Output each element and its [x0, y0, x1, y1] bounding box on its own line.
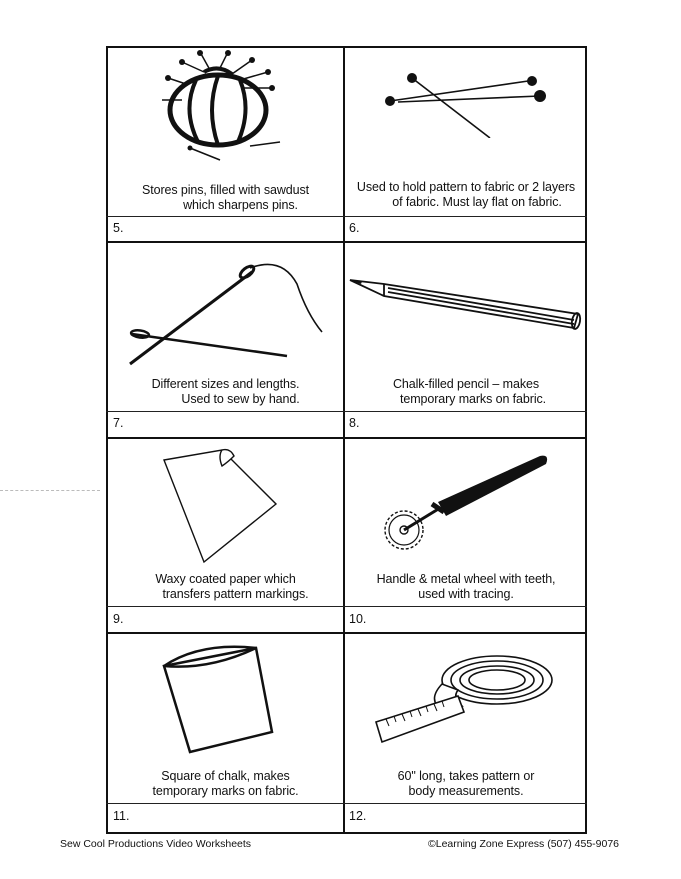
caption-line-2: which sharpens pins. — [183, 198, 298, 212]
tracing-wheel-icon — [378, 450, 553, 560]
item-number: 10. — [349, 612, 367, 626]
tape-measure-icon — [372, 650, 557, 750]
row-divider — [106, 241, 587, 243]
answer-line — [106, 803, 587, 804]
answer-line — [106, 411, 587, 412]
row-divider — [106, 632, 587, 634]
item-number: 11. — [113, 809, 130, 823]
row-divider — [106, 437, 587, 439]
caption-line-1: Different sizes and lengths. — [151, 377, 300, 391]
caption — [346, 769, 586, 799]
caption-line-2: temporary marks on fabric. — [152, 784, 299, 798]
caption-line-2: temporary marks on fabric. — [399, 392, 547, 406]
answer-line — [106, 606, 587, 607]
caption-line-1: Used to hold pattern to fabric or 2 layers — [356, 180, 576, 194]
caption-line-1: Square of chalk, makes — [161, 769, 290, 783]
item-number: 8. — [349, 416, 360, 430]
item-number: 7. — [113, 416, 124, 430]
item-number: 5. — [113, 221, 124, 235]
answer-line — [106, 216, 587, 217]
item-number: 9. — [113, 612, 124, 626]
hand-needles-icon — [122, 254, 337, 369]
caption-line-1: Handle & metal wheel with teeth, — [376, 572, 556, 586]
item-number: 6. — [349, 221, 360, 235]
caption — [346, 377, 586, 407]
fold-mark — [0, 490, 100, 492]
chalk-pencil-icon — [348, 272, 583, 332]
caption-line-2: used with tracing. — [418, 587, 514, 601]
footer-copyright: ©Learning Zone Express (507) 455-9076 — [428, 838, 620, 850]
straight-pins-icon — [380, 68, 555, 138]
caption-line-1: Chalk-filled pencil – makes — [393, 377, 539, 391]
caption-line-2: Used to sew by hand. — [181, 392, 300, 406]
caption — [108, 572, 343, 602]
pincushion-icon — [160, 50, 290, 165]
tracing-paper-icon — [160, 446, 285, 566]
caption-line-2: of fabric. Must lay flat on fabric. — [392, 195, 562, 209]
caption — [108, 769, 343, 799]
caption-line-1: Stores pins, filled with sawdust — [141, 183, 309, 197]
caption — [346, 180, 586, 210]
caption-line-1: Waxy coated paper which — [155, 572, 296, 586]
caption — [346, 572, 586, 602]
caption-line-1: 60" long, takes pattern or — [397, 769, 535, 783]
caption-line-2: body measurements. — [408, 784, 524, 798]
column-divider — [343, 46, 345, 834]
tailors-chalk-icon — [160, 640, 280, 755]
caption-line-2: transfers pattern markings. — [162, 587, 309, 601]
footer-left-text: Sew Cool Productions Video Worksheets — [60, 838, 252, 850]
caption — [108, 183, 343, 213]
caption — [108, 377, 343, 407]
item-number: 12. — [349, 809, 367, 823]
